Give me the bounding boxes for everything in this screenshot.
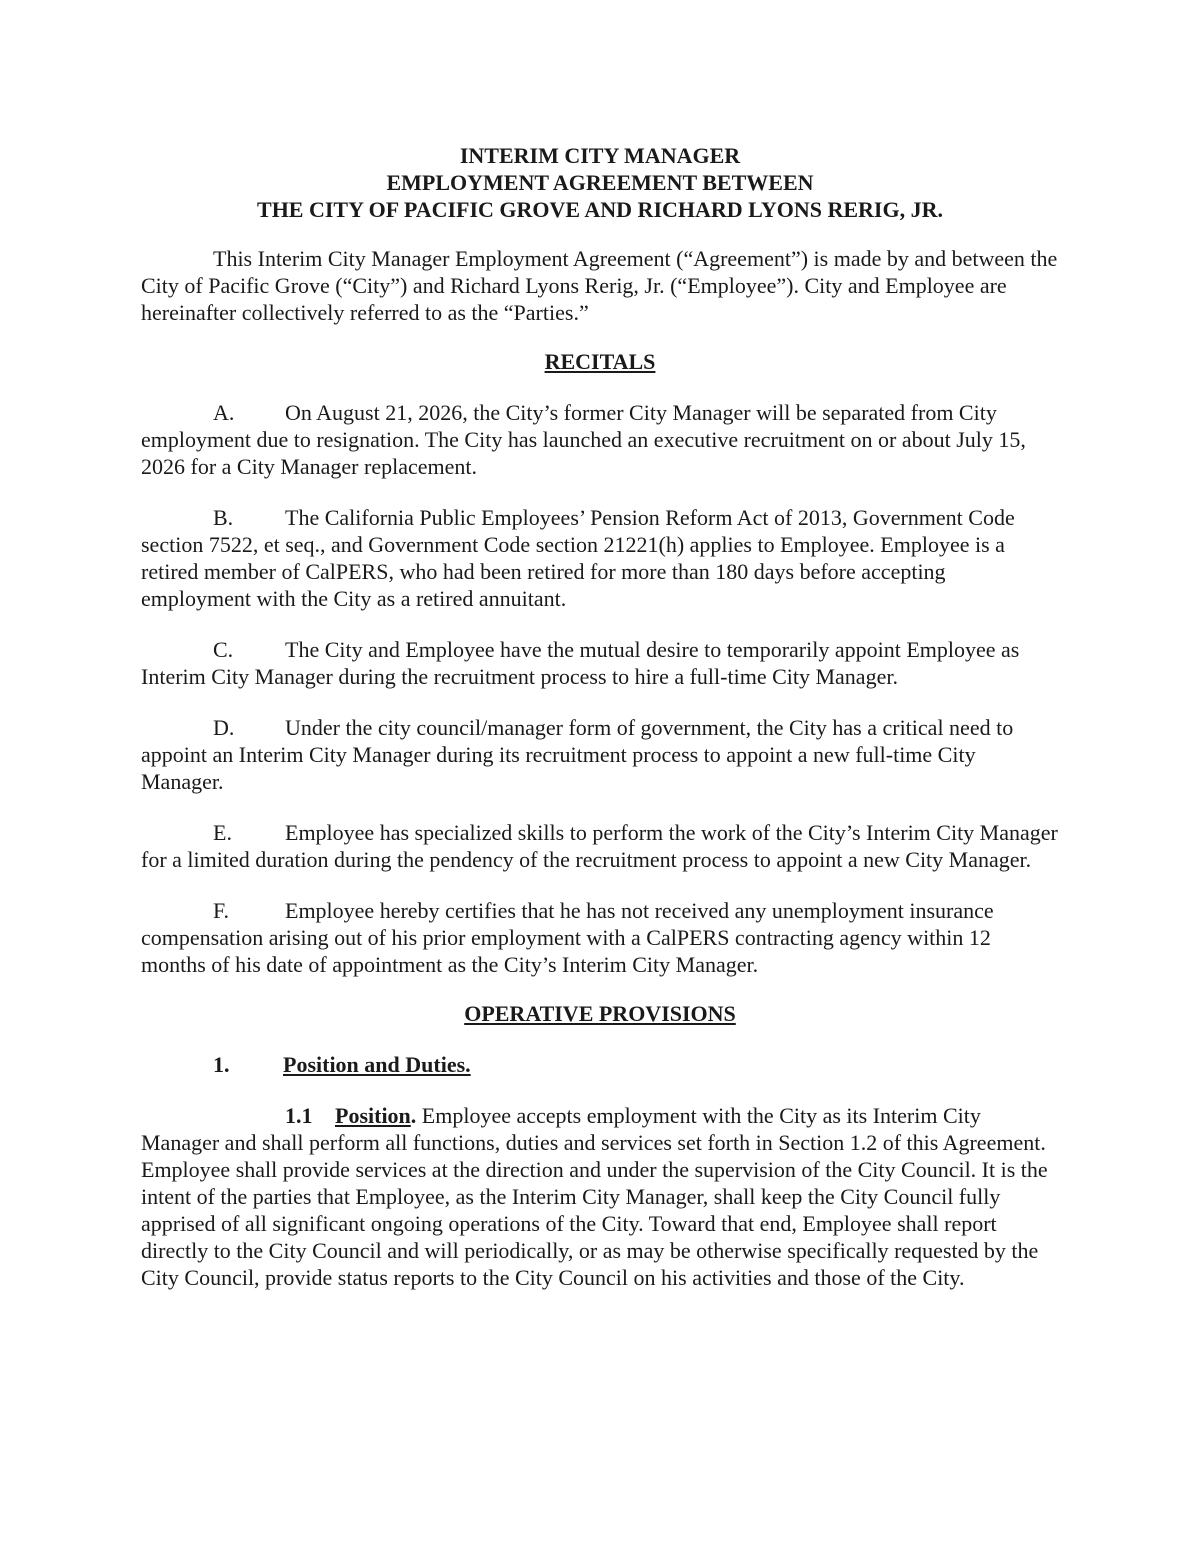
recital-c <box>141 636 1059 690</box>
subsection-number: 1.1 <box>285 1103 313 1128</box>
recital-letter: C. <box>213 637 234 662</box>
recital-e <box>141 819 1059 873</box>
subsection-1-1 <box>141 1102 1059 1291</box>
document-title <box>141 142 1059 223</box>
recital-a <box>141 399 1059 480</box>
recital-text: Employee hereby certifies that he has not received any unemployment insurance compensation arising out of his prior employment with a CalPERS contracting agency within 12 months of his date of appointment as the City’s Interim City Manager. <box>141 898 994 977</box>
subsection-label: Position <box>335 1103 411 1128</box>
section-label: Position and Duties. <box>283 1052 471 1077</box>
recital-text: The City and Employee have the mutual desire to temporarily appoint Employee as Interim City Manager during the recruitment process to hire a full-time City Manager. <box>141 637 1020 689</box>
recital-text: Employee has specialized skills to perform the work of the City’s Interim City Manager for a limited duration during the pendency of the recruitment process to appoint a new City Manager. <box>141 820 1058 872</box>
title-line-3: THE CITY OF PACIFIC GROVE AND RICHARD LYONS RERIG, JR. <box>257 197 943 222</box>
recital-d <box>141 714 1059 795</box>
recital-f <box>141 897 1059 978</box>
subsection-text: Employee accepts employment with the City as its Interim City Manager and shall perform all functions, duties and services set forth in Section 1.2 of this Agreement. Employee shall provide services at the direction and under the supervision of the City Council. It is the intent of the parties that Employee, as the Interim City Manager, shall keep the City Council fully apprised of all significant ongoing operations of the City. Toward that end, Employee shall report directly to the City Council and will periodically, or as may be otherwise specifically requested by the City Council, provide status reports to the City Council on his activities and those of the City. <box>141 1103 1048 1290</box>
recital-text: On August 21, 2026, the City’s former City Manager will be separated from City employment due to resignation. The City has launched an executive recruitment on or about July 15, 2026 for a City Manager replacement. <box>141 400 1026 479</box>
section-1-heading <box>141 1051 1059 1078</box>
subsection-label-period: . <box>410 1103 417 1128</box>
recital-letter: E. <box>213 820 232 845</box>
recital-b <box>141 504 1059 612</box>
document-page <box>141 142 1059 1291</box>
title-line-1: INTERIM CITY MANAGER <box>459 143 741 168</box>
recital-text: The California Public Employees’ Pension Reform Act of 2013, Government Code section 7522, et seq., and Government Code section 21221(h) applies to Employee. Employee is a retired member of CalPERS, who had been retired for more than 180 days before accepting employment with the City as a retired annuitant. <box>141 505 1015 611</box>
recital-letter: B. <box>213 505 234 530</box>
operative-provisions-heading: OPERATIVE PROVISIONS <box>464 1001 736 1026</box>
recital-text: Under the city council/manager form of government, the City has a critical need to appoint an Interim City Manager during its recruitment process to appoint a new full-time City Manager. <box>141 715 1014 794</box>
recital-letter: D. <box>213 715 235 740</box>
recitals-heading: RECITALS <box>544 349 656 374</box>
recital-letter: A. <box>213 400 235 425</box>
title-line-2: EMPLOYMENT AGREEMENT BETWEEN <box>386 170 814 195</box>
section-number: 1. <box>213 1052 230 1077</box>
recital-letter: F. <box>213 898 229 923</box>
intro-paragraph: This Interim City Manager Employment Agreement (“Agreement”) is made by and between the City of Pacific Grove (“City”) and Richard Lyons Rerig, Jr. (“Employee”). City and Employee are hereinafter collectively referred to as the “Parties.” <box>141 246 1058 325</box>
